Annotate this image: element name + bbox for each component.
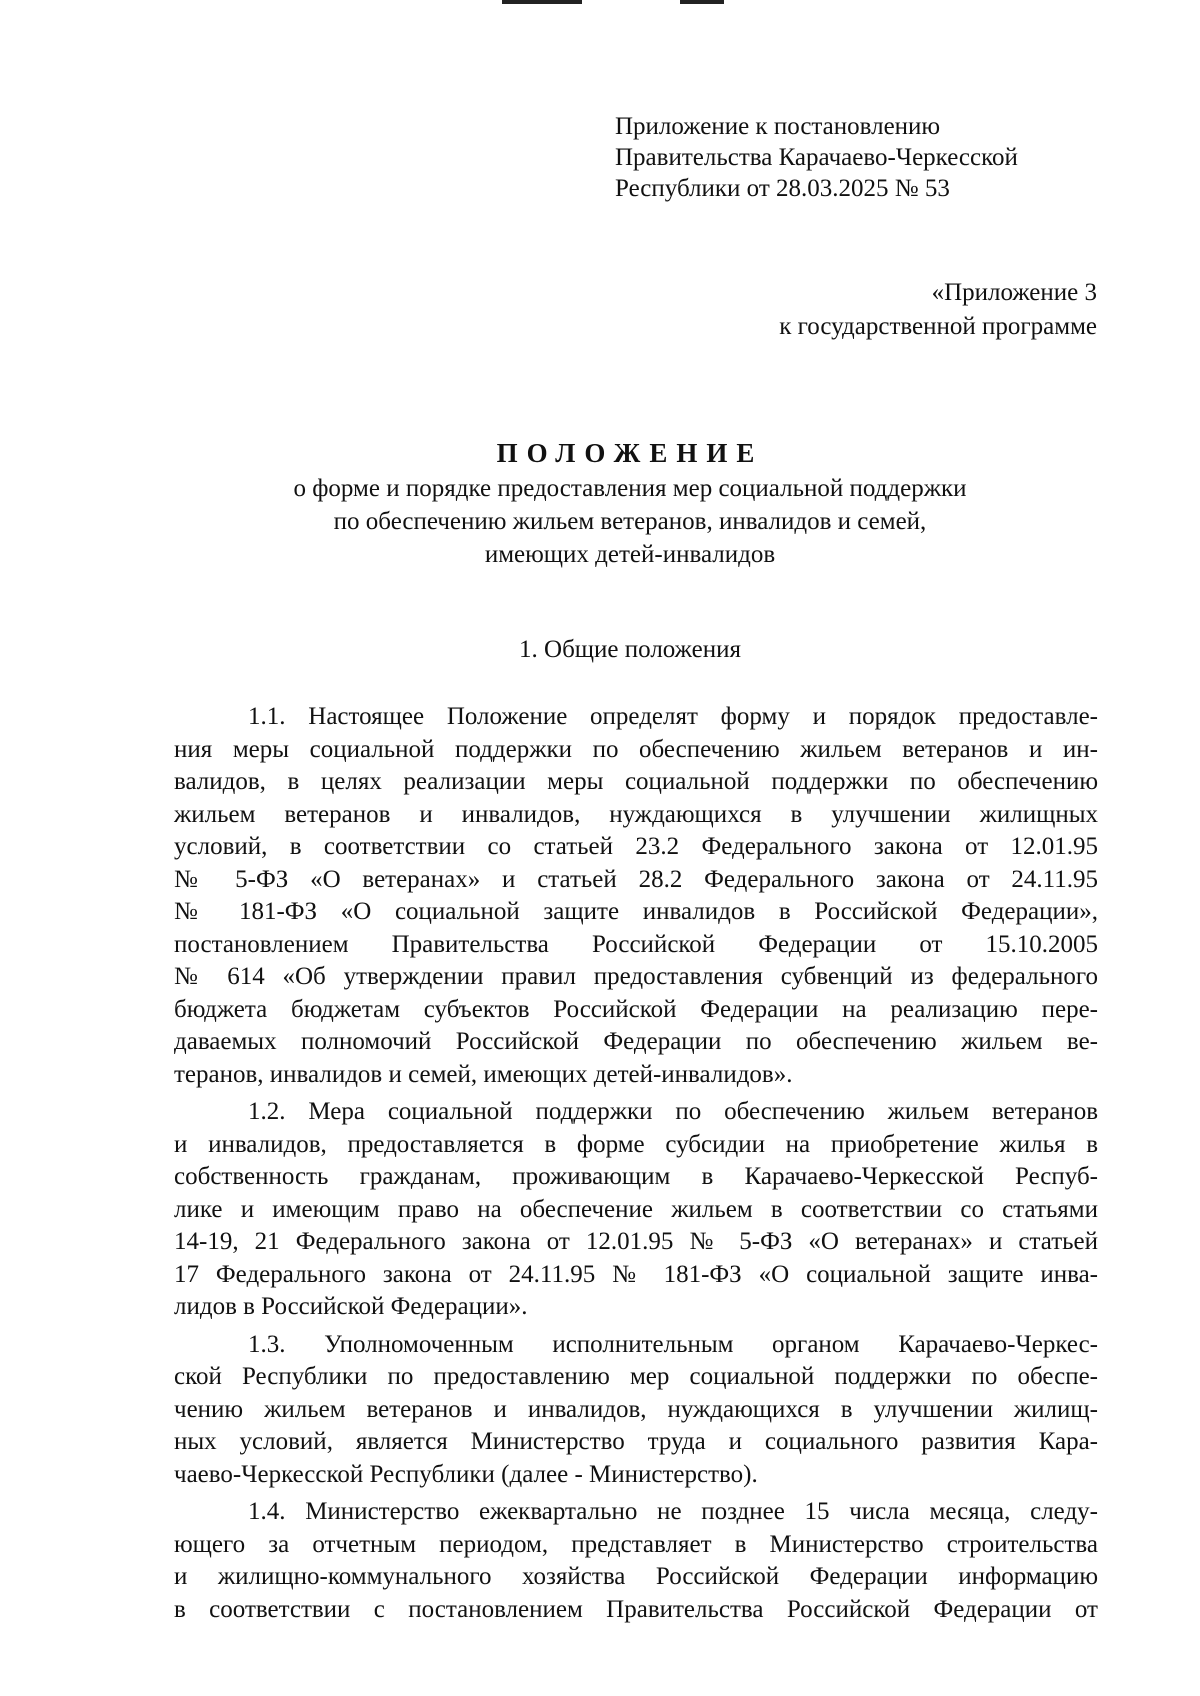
text-line: № 181-ФЗ «О социальной защите инвалидов в Российской Федерации», [174,898,1098,925]
text-line: постановлением Правительства Российской Федерации от 15.10.2005 [174,930,1098,958]
document-subtitle [0,472,1200,571]
text-line: 14-19, 21 Федерального закона от 12.01.95 № 5-ФЗ «О ветеранах» и статьей [174,1228,1098,1255]
text-line: жильем ветеранов и инвалидов, нуждающихся в улучшении жилищных [174,800,1098,828]
text-line: ской Республики по предоставлению мер социальной поддержки по обеспе- [174,1363,1098,1390]
text-line: № 5-ФЗ «О ветеранах» и статьей 28.2 Федерального закона от 24.11.95 [174,865,1098,893]
text-line: 17 Федерального закона от 24.11.95 № 181-ФЗ «О социальной защите инва- [174,1260,1098,1288]
text-line: даваемых полномочий Российской Федерации по обеспечению жильем ве- [174,1028,1098,1055]
paragraph-1-1 [174,701,1098,1091]
program-appendix-line: «Приложение 3 [931,279,1097,306]
section-heading: 1. Общие положения [519,636,741,663]
text-line: 1.3. Уполномоченным исполнительным органом Карачаево-Черкес- [248,1330,1098,1358]
appendix-line: Республики от 28.03.2025 № 53 [615,175,950,202]
text-line: ния меры социальной поддержки по обеспечению жильем ветеранов и ин- [174,735,1098,763]
document-title: ПОЛОЖЕНИЕ [496,438,764,468]
text-line: лике и имеющим право на обеспечение жильем в соответствии со статьями [174,1195,1098,1223]
text-line: собственность гражданам, проживающим в Карачаево-Черкесской Респуб- [174,1163,1098,1190]
paragraph-1-2 [174,1096,1098,1324]
text-line: ющего за отчетным периодом, представляет в Министерство строительства [174,1530,1098,1558]
text-line: условий, в соответствии со статьей 23.2 Федерального закона от 12.01.95 [174,833,1098,860]
text-line: чению жильем ветеранов и инвалидов, нуждающихся в улучшении жилищ- [174,1395,1098,1423]
text-line: ных условий, является Министерство труда и социального развития Кара- [174,1428,1098,1455]
scan-artifact-mark [502,0,582,4]
appendix-line: Правительства Карачаево-Черкесской [615,144,1018,171]
scan-artifact-mark [680,0,724,4]
text-line: теранов, инвалидов и семей, имеющих детей-инвалидов». [174,1060,793,1088]
text-line: № 614 «Об утверждении правил предоставления субвенций из федерального [174,963,1098,990]
text-line: 1.4. Министерство ежеквартально не позднее 15 числа месяца, следу- [248,1498,1098,1525]
text-line: бюджета бюджетам субъектов Российской Федерации на реализацию пере- [174,995,1098,1023]
paragraph-1-4 [174,1496,1098,1626]
subtitle-line: о форме и порядке предоставления мер социальной поддержки [293,475,967,502]
text-line: 1.2. Мера социальной поддержки по обеспечению жильем ветеранов [248,1098,1098,1125]
text-line: валидов, в целях реализации меры социальной поддержки по обеспечению [174,768,1098,795]
text-line: 1.1. Настоящее Положение определят форму и порядок предоставле- [248,703,1098,730]
subtitle-line: имеющих детей-инвалидов [484,541,776,568]
subtitle-line: по обеспечению жильем ветеранов, инвалидов и семей, [333,508,927,535]
appendix-header [615,111,1018,204]
program-appendix-header [779,276,1097,344]
appendix-line: Приложение к постановлению [615,113,941,140]
text-line: лидов в Российской Федерации». [174,1293,528,1320]
text-line: в соответствии с постановлением Правительства Российской Федерации от [174,1595,1098,1623]
paragraph-1-3 [174,1329,1098,1492]
text-line: чаево-Черкесской Республики (далее - Министерство). [174,1460,758,1488]
program-appendix-line: к государственной программе [779,313,1097,340]
text-line: и инвалидов, предоставляется в форме субсидии на приобретение жилья в [174,1130,1098,1158]
body-text [174,701,1098,1631]
text-line: и жилищно-коммунального хозяйства Российской Федерации информацию [174,1563,1098,1590]
